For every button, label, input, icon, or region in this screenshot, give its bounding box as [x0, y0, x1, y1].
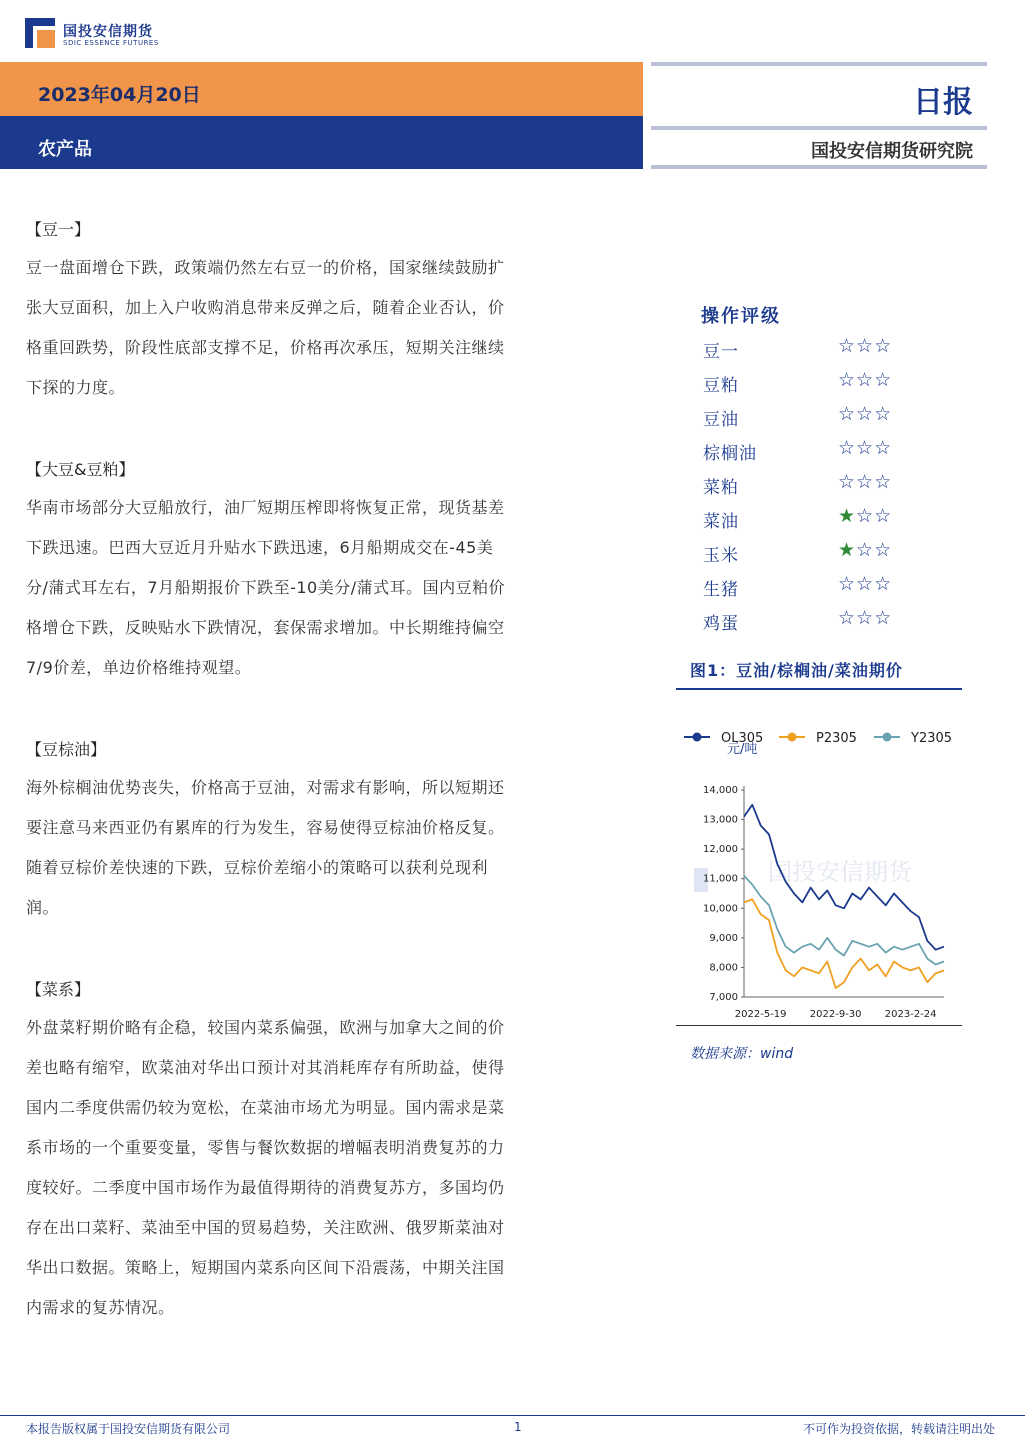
- star-empty-icon: ☆: [874, 505, 893, 527]
- star-empty-icon: ☆: [856, 471, 875, 493]
- text-line: 外盘菜籽期价略有企稳，较国内菜系偏强，欧洲与加拿大之间的价: [26, 1018, 505, 1037]
- star-empty-icon: ☆: [838, 335, 857, 357]
- figure-title: 图1：豆油/棕榈油/菜油期价: [690, 661, 903, 680]
- text-line: 润。: [26, 898, 60, 917]
- star-empty-icon: ☆: [856, 539, 875, 561]
- footer-copyright: 本报告版权属于国投安信期货有限公司: [26, 1422, 231, 1436]
- star-empty-icon: ☆: [856, 369, 875, 391]
- x-tick-label: 2023-2-24: [884, 1009, 937, 1020]
- report-date: 2023年04月20日: [38, 84, 201, 106]
- text-line: 国内二季度供需仍较为宽松，在菜油市场尤为明显。国内需求是菜: [26, 1098, 505, 1117]
- section-title: 【豆一】: [26, 220, 91, 239]
- y-tick-label: 10,000: [703, 903, 738, 915]
- rating-title: 操作评级: [701, 306, 781, 327]
- rating-item-name: 豆粕: [703, 376, 739, 396]
- rating-stars: [838, 335, 892, 357]
- y-unit-label: 元/吨: [727, 742, 758, 757]
- rating-stars: [838, 437, 892, 459]
- section-title: 【菜系】: [26, 980, 91, 999]
- y-tick-label: 7,000: [709, 992, 738, 1003]
- star-empty-icon: ☆: [874, 403, 893, 425]
- rating-stars: [838, 607, 892, 629]
- star-empty-icon: ☆: [874, 573, 893, 595]
- report-category: 农产品: [38, 139, 92, 160]
- star-empty-icon: ☆: [856, 573, 875, 595]
- y-tick-label: 13,000: [703, 814, 738, 826]
- logo-mark-icon: [25, 18, 55, 48]
- company-logo: [25, 18, 185, 52]
- rating-item-name: 玉米: [703, 546, 739, 566]
- star-empty-icon: ☆: [838, 471, 857, 493]
- category-band: [0, 116, 643, 169]
- y-tick-label: 8,000: [709, 962, 738, 974]
- star-empty-icon: ☆: [874, 369, 893, 391]
- star-empty-icon: ☆: [874, 471, 893, 493]
- text-line: 内需求的复苏情况。: [26, 1298, 175, 1317]
- section-body: [26, 488, 608, 688]
- text-line: 系市场的一个重要变量，零售与餐饮数据的增幅表明消费复苏的力: [26, 1138, 505, 1157]
- star-filled-icon: ★: [838, 505, 857, 527]
- institute-name: 国投安信期货研究院: [811, 141, 973, 162]
- header-divider: [651, 62, 987, 66]
- rating-item-name: 菜油: [703, 512, 739, 532]
- section-body: [26, 248, 608, 408]
- rating-stars: [838, 573, 892, 595]
- text-line: 随着豆棕价差快速的下跌，豆棕价差缩小的策略可以获利兑现利: [26, 858, 489, 877]
- star-filled-icon: ★: [838, 539, 857, 561]
- legend-marker: [883, 733, 892, 742]
- star-empty-icon: ☆: [856, 403, 875, 425]
- text-line: 7/9价差，单边价格维持观望。: [26, 658, 252, 677]
- star-empty-icon: ☆: [874, 607, 893, 629]
- header-divider: [651, 165, 987, 169]
- legend-marker: [788, 733, 797, 742]
- legend-label: P2305: [816, 731, 857, 746]
- star-empty-icon: ☆: [874, 437, 893, 459]
- chart-watermark: 国投安信期货: [768, 858, 912, 886]
- figure-rule-top: [676, 688, 962, 690]
- legend-marker: [693, 733, 702, 742]
- section-title: 【大豆&豆粕】: [26, 460, 135, 479]
- star-empty-icon: ☆: [856, 607, 875, 629]
- star-empty-icon: ☆: [838, 403, 857, 425]
- rating-item-name: 鸡蛋: [703, 614, 739, 634]
- star-empty-icon: ☆: [838, 607, 857, 629]
- text-line: 华南市场部分大豆船放行，油厂短期压榨即将恢复正常，现货基差: [26, 498, 505, 517]
- legend-label: OL305: [721, 731, 764, 746]
- section-body: [26, 768, 608, 928]
- rating-stars: [838, 369, 892, 391]
- text-line: 分/蒲式耳左右，7月船期报价下跌至-10美分/蒲式耳。国内豆粕价: [26, 578, 506, 597]
- section-body: [26, 1008, 608, 1328]
- text-line: 豆一盘面增仓下跌，政策端仍然左右豆一的价格，国家继续鼓励扩: [26, 258, 505, 277]
- x-tick-label: 2022-9-30: [809, 1009, 862, 1020]
- star-empty-icon: ☆: [874, 539, 893, 561]
- rating-item-name: 豆油: [703, 410, 739, 430]
- rating-item-name: 生猪: [703, 580, 739, 600]
- star-empty-icon: ☆: [856, 335, 875, 357]
- figure-rule-bottom: [676, 1025, 962, 1026]
- y-tick-label: 14,000: [703, 785, 738, 796]
- logo-text-en: SDIC ESSENCE FUTURES: [63, 39, 159, 47]
- logo-text-cn: 国投安信期货: [63, 24, 153, 40]
- header-divider: [651, 126, 987, 130]
- text-line: 差也略有缩窄，欧菜油对华出口预计对其消耗库存有所助益，使得: [26, 1058, 505, 1077]
- star-empty-icon: ☆: [838, 369, 857, 391]
- text-line: 格重回跌势，阶段性底部支撑不足，价格再次承压，短期关注继续: [26, 338, 505, 357]
- text-line: 下探的力度。: [26, 378, 126, 397]
- data-source: 数据来源：wind: [690, 1046, 794, 1062]
- y-tick-label: 12,000: [703, 844, 738, 856]
- rating-stars: [838, 505, 892, 527]
- y-tick-label: 9,000: [709, 932, 738, 944]
- rating-stars: [838, 539, 892, 561]
- section-title: 【豆棕油】: [26, 740, 107, 759]
- y-tick-label: 11,000: [703, 873, 738, 885]
- star-empty-icon: ☆: [856, 505, 875, 527]
- price-line-chart: [676, 720, 966, 1025]
- star-empty-icon: ☆: [856, 437, 875, 459]
- text-line: 格增仓下跌，反映贴水下跌情况，套保需求增加。中长期维持偏空: [26, 618, 505, 637]
- text-line: 下跌迅速。巴西大豆近月升贴水下跌迅速，6月船期成交在-45美: [26, 538, 494, 557]
- rating-item-name: 菜粕: [703, 478, 739, 498]
- footer-disclaimer: 不可作为投资依据，转载请注明出处: [802, 1422, 995, 1436]
- text-line: 华出口数据。策略上，短期国内菜系向区间下沿震荡，中期关注国: [26, 1258, 505, 1277]
- legend-label: Y2305: [911, 731, 953, 746]
- rating-item-name: 豆一: [703, 342, 739, 362]
- text-line: 海外棕榈油优势丧失，价格高于豆油，对需求有影响，所以短期还: [26, 778, 505, 797]
- footer-divider: [0, 1415, 1025, 1416]
- star-empty-icon: ☆: [874, 335, 893, 357]
- rating-item-name: 棕榈油: [703, 444, 757, 464]
- series-line-y2305: [744, 876, 944, 965]
- text-line: 度较好。二季度中国市场作为最值得期待的消费复苏方，多国均仍: [26, 1178, 505, 1197]
- text-line: 张大豆面积，加上入户收购消息带来反弹之后，随着企业否认，价: [26, 298, 505, 317]
- text-line: 存在出口菜籽、菜油至中国的贸易趋势，关注欧洲、俄罗斯菜油对: [26, 1218, 505, 1237]
- star-empty-icon: ☆: [838, 573, 857, 595]
- rating-stars: [838, 471, 892, 493]
- rating-stars: [838, 403, 892, 425]
- report-type-title: 日报: [913, 85, 973, 120]
- text-line: 要注意马来西亚仍有累库的行为发生，容易使得豆棕油价格反复。: [26, 818, 505, 837]
- star-empty-icon: ☆: [838, 437, 857, 459]
- x-tick-label: 2022-5-19: [734, 1009, 787, 1020]
- page-number: 1: [514, 1420, 522, 1434]
